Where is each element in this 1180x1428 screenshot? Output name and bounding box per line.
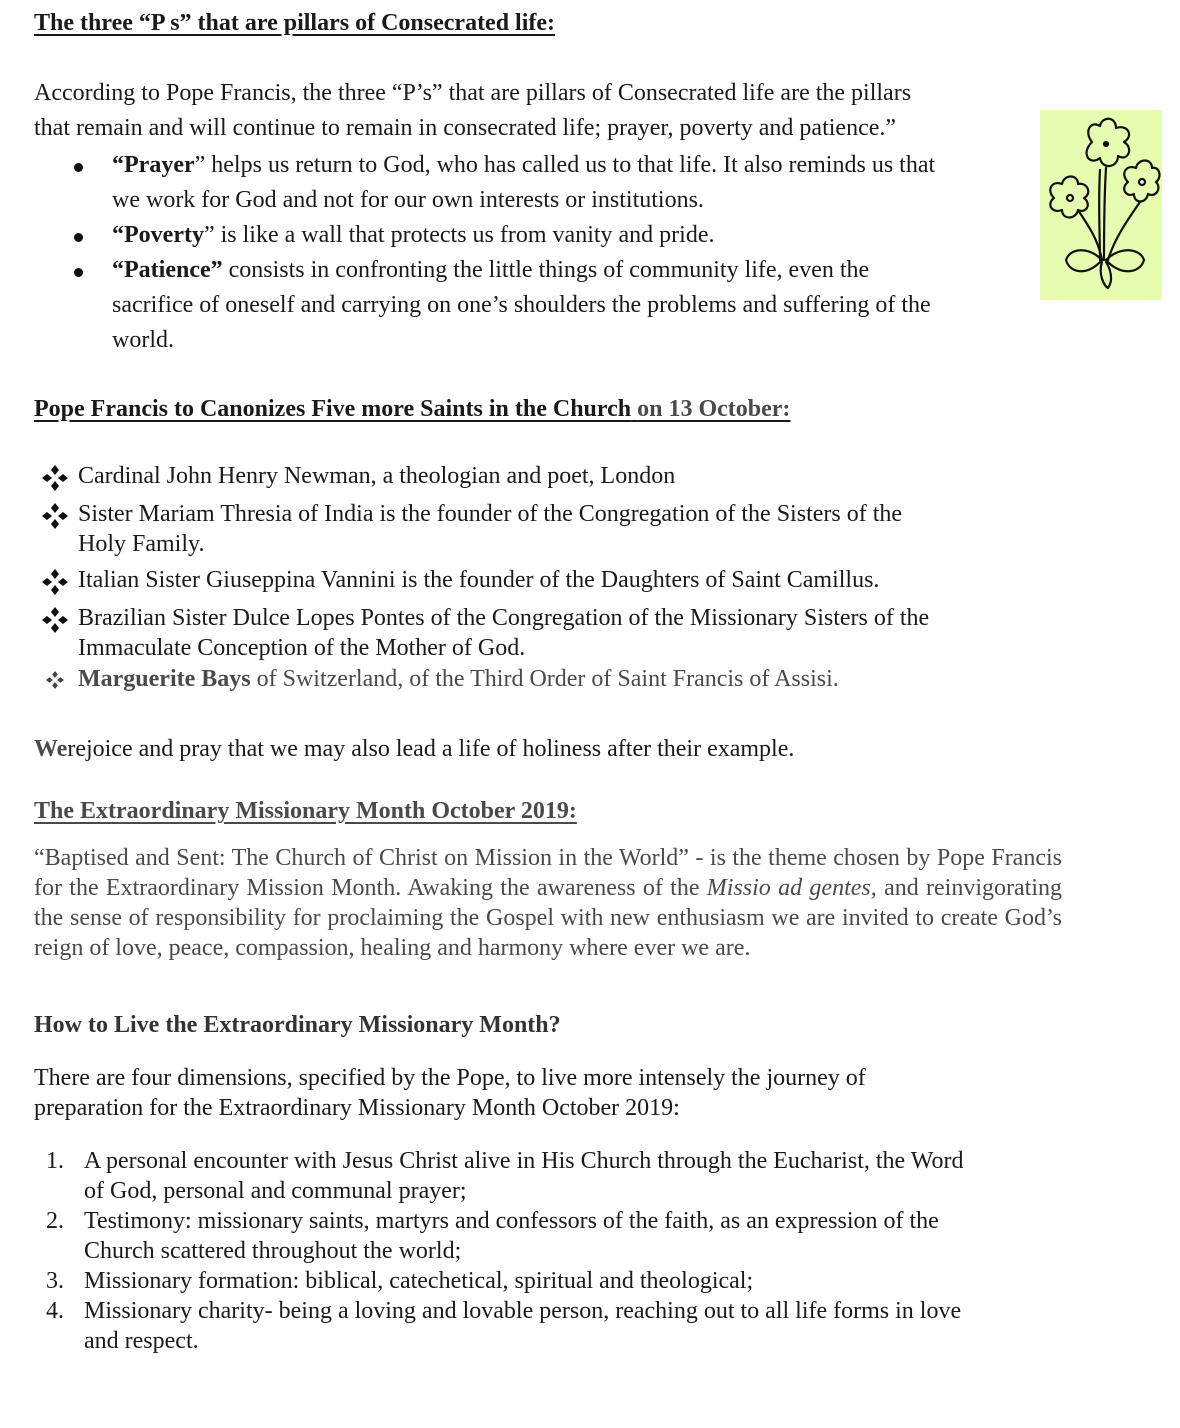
intro-line-1: There are four dimensions, specified by the Pope, to live more intensely the journey of [34, 1065, 866, 1091]
heading-main: Pope Francis to Canonizes Five more Saints in the Church [34, 396, 632, 422]
dimensions-list [34, 1146, 1064, 1356]
item-text: sacrifice of oneself and carrying on one’s shoulders the problems and suffering of the [112, 292, 931, 318]
pillars-intro [34, 76, 1034, 146]
section-heading-missionary-month: The Extraordinary Missionary Month October 2019: [34, 798, 577, 824]
list-item [34, 218, 1034, 253]
list-item [0, 664, 1070, 694]
list-item [0, 603, 1070, 663]
item-text: Testimony: missionary saints, martyrs and confessors of the faith, as an expression of the [84, 1208, 939, 1234]
term-poverty: “Poverty [112, 222, 204, 248]
dimensions-intro [34, 1063, 866, 1123]
pillars-list [34, 148, 1034, 358]
closing-text: rejoice and pray that we may also lead a life of holiness after their example. [67, 736, 795, 762]
item-text: Missionary charity- being a loving and lovable person, reaching out to all life forms in love [84, 1298, 962, 1324]
term-prayer: “Prayer [112, 152, 195, 178]
saint-name-bold: Marguerite Bays [78, 666, 251, 692]
subheading-how-to-live: How to Live the Extraordinary Missionary Month? [34, 1012, 561, 1038]
diamond-bullet-icon [42, 465, 68, 491]
closing-prayer [34, 732, 794, 767]
saint-text: Sister Mariam Thresia of India is the founder of the Congregation of the Sisters of the [78, 501, 903, 527]
term-patience: “Patience” [112, 257, 223, 283]
item-text: we work for God and not for our own interests or institutions. [112, 187, 704, 213]
item-text: world. [112, 327, 174, 353]
intro-line-2: preparation for the Extraordinary Missionary Month October 2019: [34, 1095, 680, 1121]
closing-bold: We [34, 736, 68, 762]
saint-text: Cardinal John Henry Newman, a theologian and poet, London [78, 463, 676, 489]
saint-text: of Switzerland, of the Third Order of Saint Francis of Assisi. [250, 666, 839, 692]
heading-date: on 13 October: [637, 396, 791, 422]
saint-text: Brazilian Sister Dulce Lopes Pontes of the Congregation of the Missionary Sisters of the [78, 605, 930, 631]
list-item [34, 148, 1034, 218]
list-item [0, 461, 1070, 491]
bullet-icon [74, 233, 83, 242]
list-item [34, 253, 1034, 358]
bullet-icon [74, 268, 83, 277]
item-text: consists in confronting the little things of community life, even the [222, 257, 870, 283]
list-item [34, 1296, 1064, 1356]
bullet-icon [74, 163, 83, 172]
list-item [0, 499, 1070, 559]
item-number: 2. [46, 1208, 64, 1234]
item-text: of God, personal and communal prayer; [84, 1178, 467, 1204]
list-item [34, 1206, 1064, 1266]
item-number: 3. [46, 1268, 64, 1294]
list-item [0, 565, 1070, 595]
section-heading-saints [34, 394, 790, 424]
section-heading-pillars: The three “P s” that are pillars of Consecrated life: [34, 10, 556, 36]
list-item [34, 1146, 1064, 1206]
item-text: Church scattered throughout the world; [84, 1238, 462, 1264]
item-text: ” is like a wall that protects us from vanity and pride. [203, 222, 715, 248]
diamond-bullet-icon [42, 569, 68, 595]
item-number: 1. [46, 1148, 64, 1174]
item-text: Missionary formation: biblical, catechetical, spiritual and theological; [84, 1268, 754, 1294]
item-text: and respect. [84, 1328, 199, 1354]
saint-text: Immaculate Conception of the Mother of God. [78, 635, 526, 661]
paragraph-text: “Baptised and Sent: The Church of Christ on Mission in the World” - is the theme chosen by Pope Francis for the Extraordinary Mission Month. Awaking the awareness of the [34, 845, 1062, 901]
saint-text: Italian Sister Giuseppina Vannini is the founder of the Daughters of Saint Camillus. [78, 567, 880, 593]
item-text: A personal encounter with Jesus Christ alive in His Church through the Eucharist, the Word [84, 1148, 964, 1174]
missionary-theme-paragraph [34, 843, 1062, 963]
intro-line-2: that remain and will continue to remain in consecrated life; prayer, poverty and patience.” [34, 115, 897, 141]
flower-illustration [1040, 110, 1162, 300]
saints-list [0, 461, 1070, 694]
missio-ad-gentes: Missio ad gentes [706, 875, 871, 901]
flower-icon [1040, 110, 1162, 300]
item-text: ” helps us return to God, who has called us to that life. It also reminds us that [194, 152, 936, 178]
intro-line-1: According to Pope Francis, the three “P’s” that are pillars of Consecrated life are the pillars [34, 80, 912, 106]
list-item [34, 1266, 1064, 1296]
item-number: 4. [46, 1298, 64, 1324]
diamond-bullet-icon [46, 671, 64, 689]
paragraph-text: , and reinvigorating the sense of responsibility for proclaiming the Gospel with new enthusiasm we are invited to create God’s reign of love, peace, compassion, healing and harmony where ever we are. [34, 875, 1062, 961]
saint-text: Holy Family. [78, 531, 205, 557]
diamond-bullet-icon [42, 607, 68, 633]
diamond-bullet-icon [42, 503, 68, 529]
